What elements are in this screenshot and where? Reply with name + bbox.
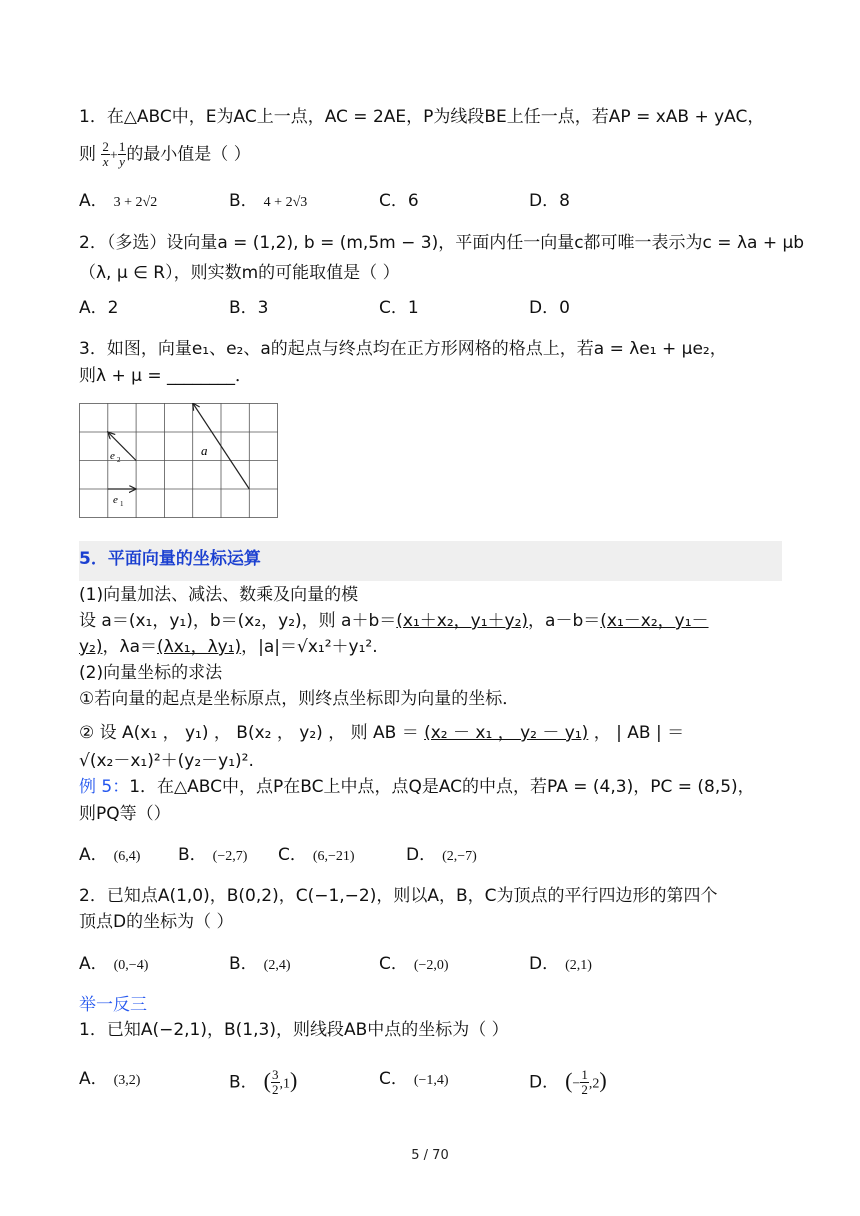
jyfs-d-num: 1 [581, 1067, 588, 1082]
jyfs-option-c[interactable] [379, 1068, 449, 1092]
ex2-option-c[interactable] [379, 953, 449, 977]
ex-option-a-label: A． [79, 845, 108, 865]
jyfs-d-den: 2 [581, 1082, 588, 1097]
q1-frac-a [101, 140, 110, 169]
content-line3 [79, 636, 378, 658]
q3-line1: 3．如图，向量e₁、e₂、a的起点与终点均在正方形网格的格点上，若a = λe₁ + μe₂， [79, 339, 727, 359]
ex2-option-a[interactable] [79, 953, 148, 977]
vector-e2-label: e [110, 450, 115, 462]
jyfs-b-den: 2 [272, 1082, 279, 1097]
q1-frac-a-num: 2 [102, 139, 109, 154]
q1-option-a[interactable] [79, 190, 157, 214]
content-line2-b: (x₁＋x₂，y₁＋y₂) [396, 611, 529, 631]
jyfs-option-a-value: (3,2) [113, 1073, 141, 1088]
jyfs-option-c-label: C． [379, 1069, 408, 1089]
ex-option-c-value: (6,−21) [312, 849, 355, 864]
example5-line2: 则PQ等（） [79, 804, 171, 824]
ex2-option-b-value: (2,4) [263, 958, 291, 973]
ex2-line1: 2．已知点A(1,0)，B(0,2)，C(−1,−2)，则以A，B，C为顶点的平行四边形的第四个 [79, 886, 718, 906]
ex-option-a-value: (6,4) [113, 849, 141, 864]
ex-option-d[interactable] [406, 844, 477, 868]
content-line6-b: (x₂ － x₁ ， y₂ － y₁) [424, 723, 589, 743]
q1-line2: 则 $\frac{2}{x}$ + $\frac{1}{y}$ 的最小值是（ ） [79, 139, 251, 169]
section-title: 5．平面向量的坐标运算 [79, 549, 261, 569]
ex-option-d-value: (2,−7) [442, 849, 477, 864]
grid-lines [79, 403, 278, 518]
ex2-option-a-value: (0,−4) [113, 958, 149, 973]
content-line2-d: (x₁－x₂，y₁－ [600, 611, 709, 631]
vector-e1-label: e [113, 494, 118, 506]
content-line3-b: ，λa＝ [102, 637, 157, 657]
jyfs-d-sign: − [572, 1076, 581, 1092]
q1-option-a-value: 3 + 2√2 [113, 195, 158, 210]
content-line4: (2)向量坐标的求法 [79, 663, 223, 683]
q1-option-a-label: A． [79, 191, 108, 211]
ex2-line2: 顶点D的坐标为（ ） [79, 912, 234, 932]
content-line3-a: y₂) [79, 637, 103, 657]
q1-line2-prefix: 则 [79, 144, 96, 165]
ex2-option-c-value: (−2,0) [413, 958, 449, 973]
content-line2-a: 设 a＝(x₁，y₁)，b＝(x₂，y₂)，则 a＋b＝ [79, 611, 397, 631]
ex2-option-d-label: D． [529, 954, 560, 974]
jyfs-b-num: 3 [272, 1067, 279, 1082]
vector-a-label: a [201, 443, 208, 458]
content-line3-d: ，|a|＝ [241, 637, 298, 657]
content-line7: √(x₂－x₁)²＋(y₂－y₁)². [79, 751, 254, 771]
ex-option-b-value: (−2,7) [212, 849, 248, 864]
jyfs-option-b[interactable]: B． ( $\frac{3}{2}$ ,1) [229, 1067, 298, 1097]
ex-option-b-label: B． [178, 845, 207, 865]
content-line3-e: √x₁²＋y₁². [297, 637, 378, 657]
q2-option-b[interactable]: B．3 [229, 298, 269, 318]
jyfs-option-b-label: B． [229, 1072, 258, 1093]
ex2-option-b-label: B． [229, 954, 258, 974]
q1-option-c[interactable]: C．6 [379, 191, 419, 211]
jyfs-q1-line: 1．已知A(−2,1)，B(1,3)，则线段AB中点的坐标为（ ） [79, 1020, 509, 1040]
content-line2 [79, 610, 709, 632]
example-label: 例 5： [79, 777, 130, 797]
q2-option-d[interactable]: D．0 [529, 298, 570, 318]
ex2-option-d[interactable] [529, 953, 592, 977]
q2-option-a[interactable]: A．2 [79, 298, 119, 318]
q1-option-b[interactable] [229, 190, 307, 214]
q2-option-c[interactable]: C．1 [379, 298, 419, 318]
ex-option-c-label: C． [278, 845, 307, 865]
ex-option-b[interactable] [178, 844, 247, 868]
jyfs-option-d[interactable]: D． (− $\frac{1}{2}$ ,2) [529, 1067, 607, 1097]
content-line1: (1)向量加法、减法、数乘及向量的模 [79, 585, 359, 605]
content-line2-c: ，a－b＝ [528, 611, 601, 631]
vector-grid-figure [79, 403, 279, 519]
ex-option-d-label: D． [406, 845, 437, 865]
q1-line1: 1．在△ABC中，E为AC上一点，AC = 2AE，P为线段BE上任一点，若AP = xAB + yAC， [79, 107, 765, 127]
q1-option-d[interactable]: D．8 [529, 191, 570, 211]
jyfs-option-d-label: D． [529, 1072, 560, 1093]
ex-option-c[interactable] [278, 844, 355, 868]
q1-option-b-label: B． [229, 191, 258, 211]
ex2-option-d-value: (2,1) [565, 958, 592, 973]
ex2-option-c-label: C． [379, 954, 408, 974]
vector-e1-sub: 1 [120, 500, 124, 508]
jyfs-option-d-frac [580, 1068, 589, 1097]
example5-text: 1．在△ABC中，点P在BC上中点，点Q是AC的中点，若PA = (4,3)，PC = (8,5)， [129, 777, 755, 797]
jyfs-option-a[interactable] [79, 1068, 140, 1092]
content-line6-a: ② 设 A(x₁ ， y₁) ， B(x₂ ， y₂) ， 则 AB ＝ [79, 723, 425, 743]
q2-line1: 2．（多选）设向量a = (1,2), b = (m,5m − 3)，平面内任一向量c都可唯一表示为c = λa + μb [79, 233, 805, 253]
jyfs-d-rest: ,2 [588, 1076, 600, 1092]
jyfs-option-b-frac [271, 1068, 280, 1097]
q2-line2: （λ, μ ∈ R），则实数m的可能取值是（ ） [79, 263, 400, 283]
q1-frac-b-num: 1 [118, 139, 126, 154]
content-line3-c: (λx₁，λy₁) [157, 637, 242, 657]
content-line6 [79, 722, 684, 744]
ex2-option-b[interactable] [229, 953, 291, 977]
q1-line2-suffix: 的最小值是（ ） [126, 144, 251, 165]
q1-option-b-value: 4 + 2√3 [263, 195, 308, 210]
content-line6-c: ， | AB | ＝ [588, 723, 685, 743]
page-number: 5 / 70 [411, 1148, 449, 1163]
ex2-option-a-label: A． [79, 954, 108, 974]
jyfs-b-rest: ,1 [279, 1076, 290, 1092]
jyfs-option-c-value: (−1,4) [413, 1073, 449, 1088]
content-line5: ①若向量的起点是坐标原点，则终点坐标即为向量的坐标． [79, 689, 520, 709]
example5-line1 [79, 776, 755, 798]
q1-frac-a-den: x [102, 154, 109, 169]
ex-option-a[interactable] [79, 844, 140, 868]
vector-e2-sub: 2 [117, 456, 121, 464]
q1-frac-b-den: y [119, 154, 125, 169]
jyfs-option-a-label: A． [79, 1069, 108, 1089]
q3-line2: 则λ + μ = ________． [79, 366, 252, 386]
jyfs-heading: 举一反三 [79, 995, 147, 1015]
